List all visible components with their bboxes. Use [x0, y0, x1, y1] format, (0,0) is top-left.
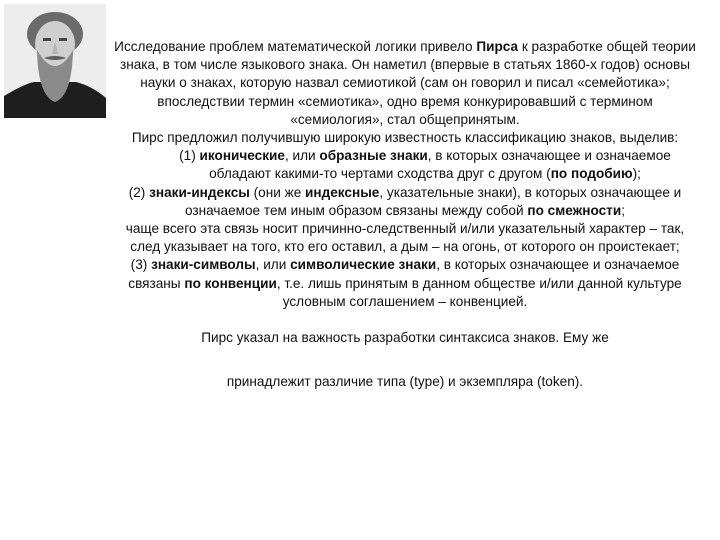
paragraph-intro: Исследование проблем математической логики привело Пирса к разработке общей теории знака, в том числе языкового знака. Он наметил (впервые в статьях 1860-х годов) основы науки о знаках, которую назвал семиотикой (сам он говорил и писал «семейотика»; впоследствии термин «семиотика», одно время конкурировавший с термином «семиология», стал общепринятым.	[114, 39, 696, 127]
portrait-photo	[4, 4, 106, 118]
paragraph-classification: Пирс предложил получившую широкую известность классификацию знаков, выделив:	[131, 130, 679, 146]
paragraph-type-token: принадлежит различие типа (type) и экземпляра (token).	[226, 374, 584, 390]
paragraph-causal: чаще всего эта связь носит причинно-следственный и/или указательный характер – так, след указывает на того, кто его оставил, а дым – на огонь, от которого он проистекает;	[125, 221, 685, 255]
list-item-index: (2) знаки-индексы (они же индексные, указательные знаки), в которых означающее и означаемое тем иным образом связаны между собой по смежности;	[128, 184, 682, 218]
main-text	[110, 38, 700, 391]
list-item-iconic: (1) иконические, или образные знаки, в которых означающее и означаемое обладают какими-то чертами сходства друг с другом (по подобию);	[179, 148, 671, 182]
list-item-symbol: (3) знаки-символы, или символические знаки, в которых означающее и означаемое связаны по конвенции, т.е. лишь принятым в данном обществе и/или данной культуре условным соглашением – конвенцией.	[128, 257, 682, 309]
paragraph-syntax: Пирс указал на важность разработки синтаксиса знаков. Ему же	[201, 330, 609, 346]
portrait-image	[4, 4, 106, 118]
